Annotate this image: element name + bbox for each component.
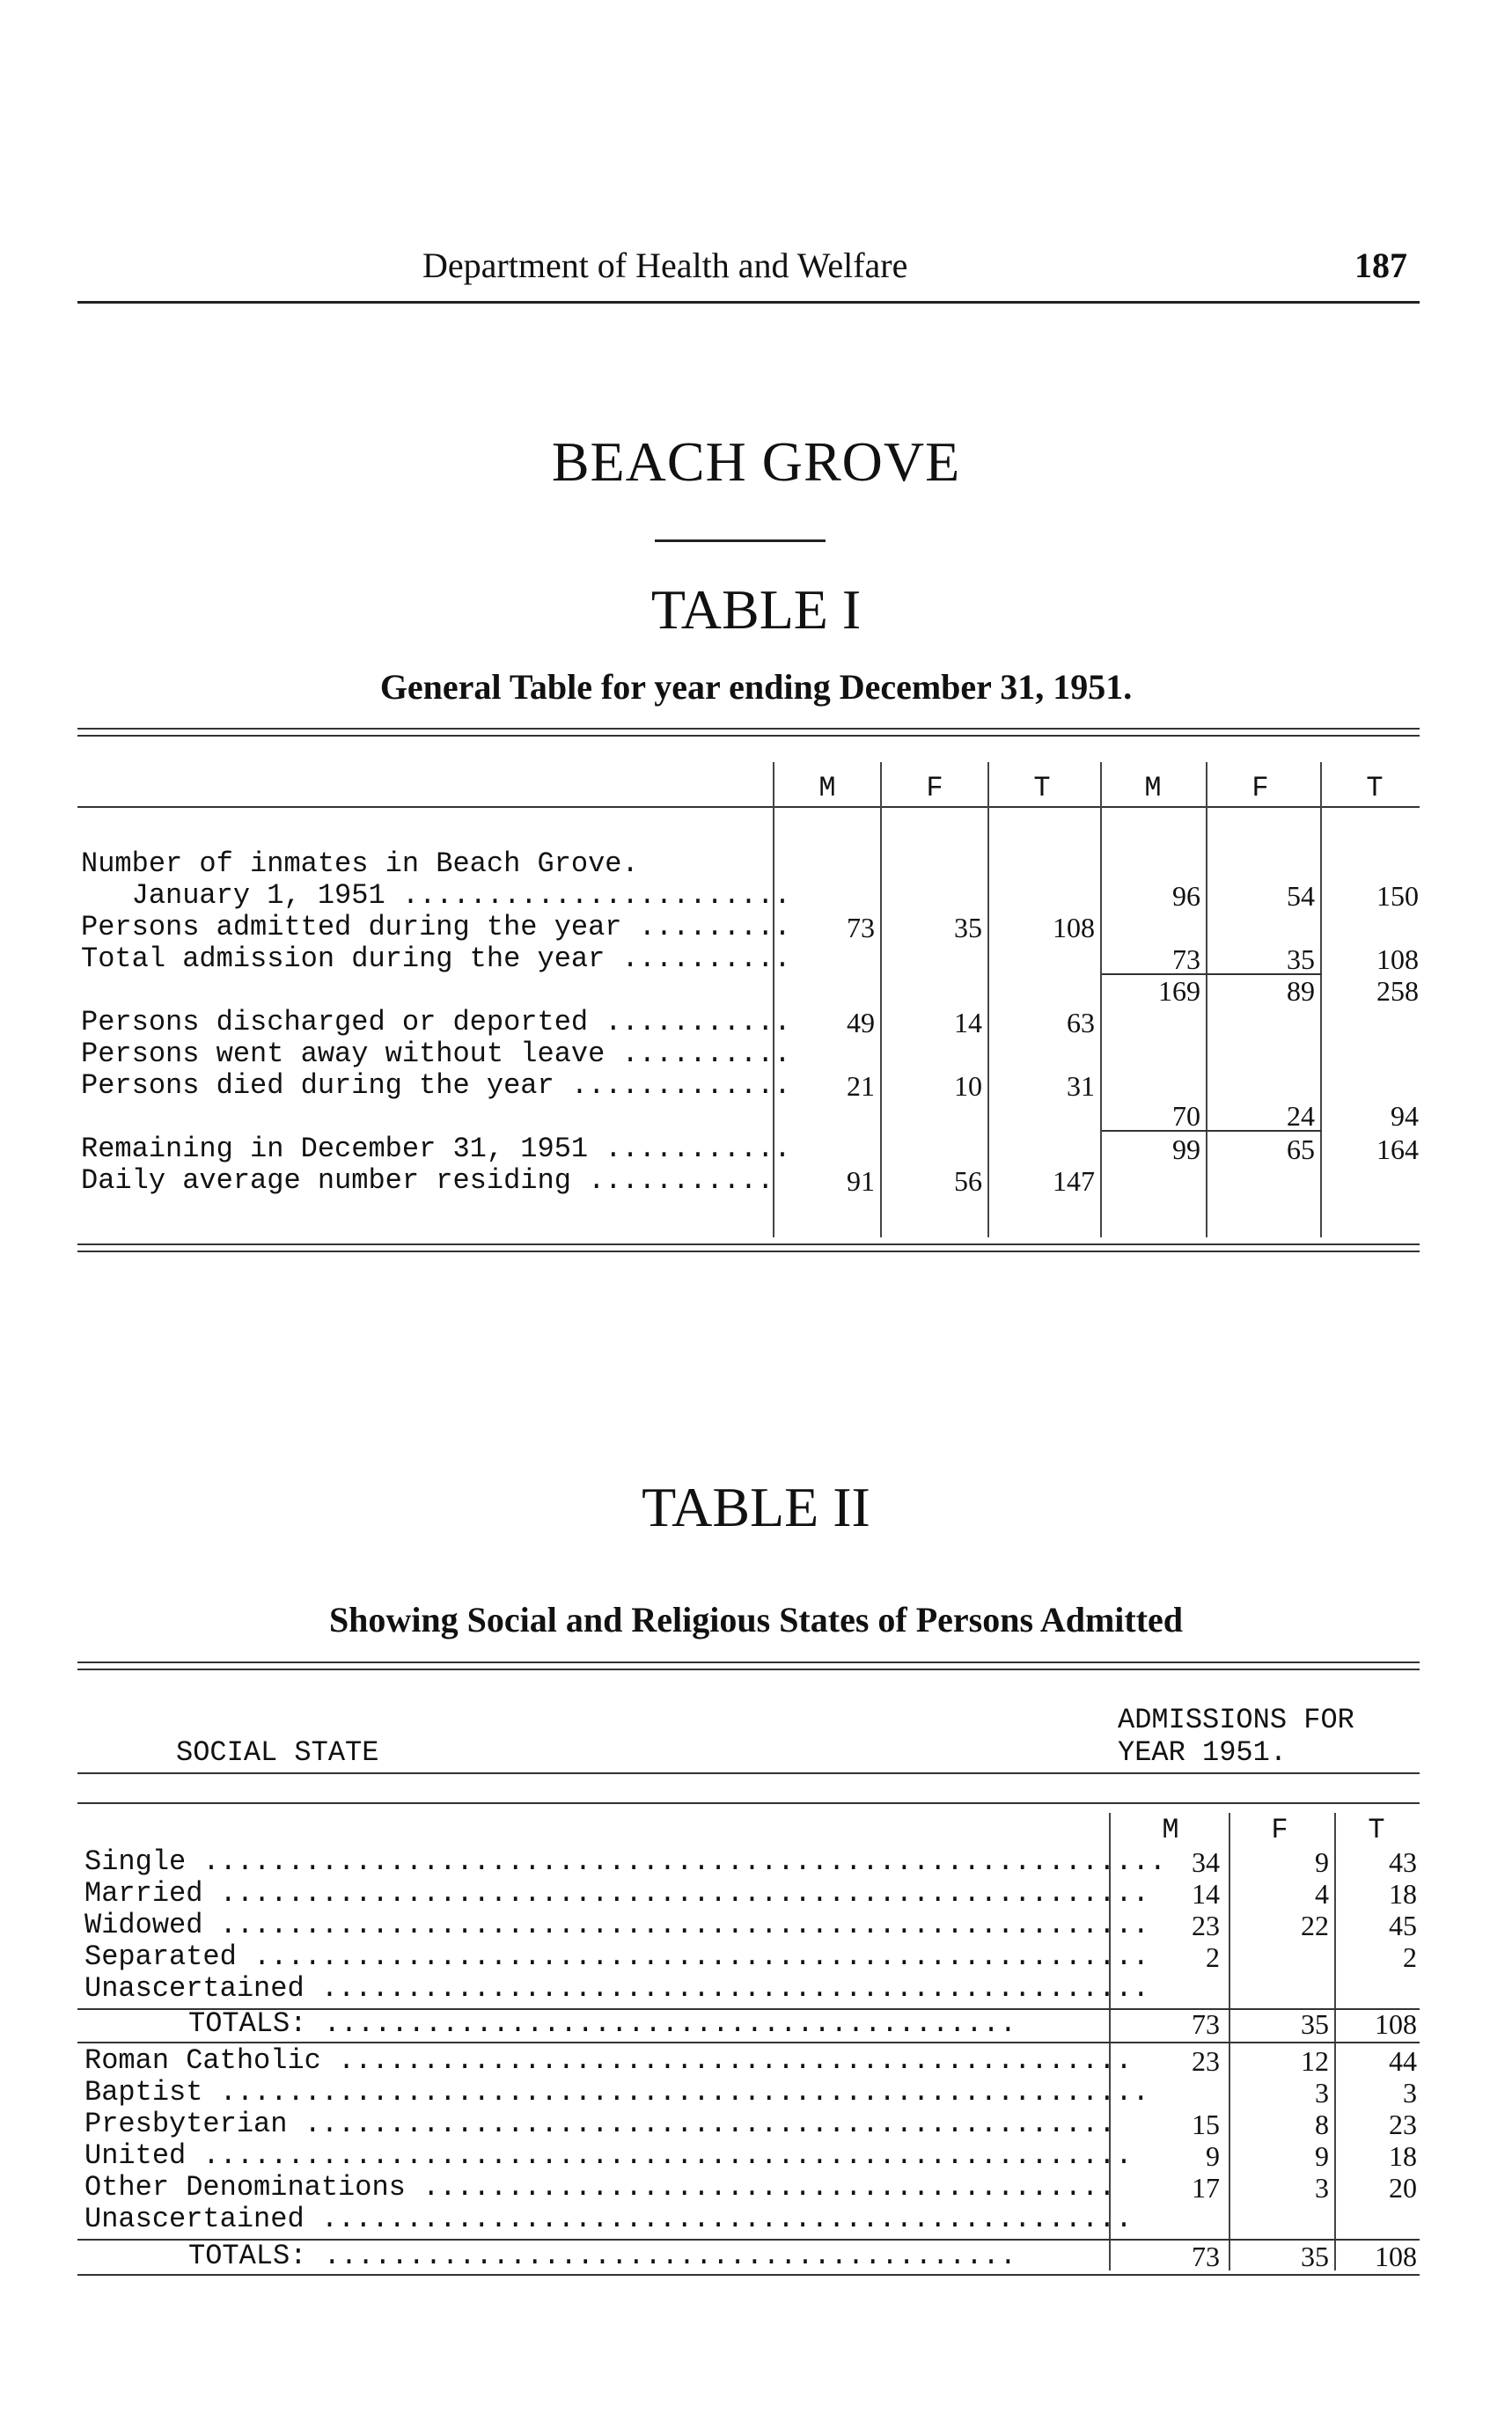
- row-label: Daily average number residing ...........: [81, 1164, 774, 1197]
- cell: 23: [1389, 2109, 1417, 2140]
- admissions-header: ADMISSIONS FOR: [1118, 1704, 1354, 1736]
- cell: 43: [1389, 1846, 1417, 1878]
- table1-top-rule: [77, 728, 1420, 737]
- social-row-label: Separated .....................................................: [84, 1940, 1149, 1973]
- religion-row-label: Other Denominations .........................................: [84, 2171, 1116, 2204]
- religion-row-label: Baptist .......................................................: [84, 2076, 1149, 2109]
- cell: 108: [1376, 943, 1419, 975]
- cell: 21: [847, 1070, 875, 1102]
- cell: 22: [1301, 1910, 1329, 1941]
- cell: 20: [1389, 2172, 1417, 2204]
- cell: 73: [1192, 2008, 1220, 2040]
- religion-row-label: Presbyterian ................................................: [84, 2108, 1116, 2140]
- religion-totals-label: TOTALS: .........................................: [188, 2240, 1017, 2272]
- cell: 8: [1315, 2109, 1329, 2140]
- cell: 54: [1287, 880, 1315, 912]
- cell: 65: [1287, 1133, 1315, 1165]
- cell: 99: [1172, 1133, 1200, 1165]
- main-title: BEACH GROVE: [551, 430, 961, 493]
- cell: 73: [1192, 2241, 1220, 2272]
- social-row-label: Single .........................................................: [84, 1845, 1166, 1878]
- col-header: M: [818, 772, 836, 804]
- cell: 9: [1315, 1846, 1329, 1878]
- cell: 35: [1301, 2241, 1329, 2272]
- table2-header-rule: [77, 1772, 1420, 1774]
- religion-row-label: United .......................................................: [84, 2139, 1133, 2172]
- col-header: T: [1033, 772, 1051, 804]
- cell: 4: [1315, 1878, 1329, 1910]
- col-header: T: [1368, 1814, 1385, 1846]
- col-header: F: [1251, 772, 1269, 804]
- cell: 14: [954, 1007, 982, 1038]
- cell: 12: [1301, 2045, 1329, 2077]
- totals-rule: [77, 2042, 1420, 2043]
- cell: 70: [1172, 1100, 1200, 1132]
- table2-title: TABLE II: [642, 1476, 870, 1538]
- cell: 9: [1206, 2140, 1220, 2172]
- col-header: F: [1271, 1814, 1288, 1846]
- col-header: M: [1144, 772, 1162, 804]
- col-header: T: [1366, 772, 1384, 804]
- cell: 17: [1192, 2172, 1220, 2204]
- cell: 3: [1403, 2077, 1417, 2109]
- cell: 2: [1403, 1941, 1417, 1973]
- religion-row-label: Unascertained ................................................: [84, 2203, 1133, 2235]
- cell: 96: [1172, 880, 1200, 912]
- social-state-header: SOCIAL STATE: [176, 1736, 379, 1769]
- cell: 45: [1389, 1910, 1417, 1941]
- cell: 108: [1375, 2008, 1417, 2040]
- row-label: Total admission during the year ..........: [81, 943, 791, 975]
- cell: 108: [1053, 912, 1095, 943]
- cell: 15: [1192, 2109, 1220, 2140]
- table2-subheader-rule: [77, 1802, 1420, 1804]
- cell: 49: [847, 1007, 875, 1038]
- bottom-rule: [77, 2274, 1420, 2276]
- social-row-label: Widowed .......................................................: [84, 1909, 1149, 1941]
- header-title: Department of Health and Welfare: [422, 246, 908, 285]
- cell: 147: [1053, 1165, 1095, 1197]
- title-rule: [655, 539, 826, 542]
- admissions-year-header: YEAR 1951.: [1118, 1736, 1288, 1769]
- row-label: January 1, 1951 .......................: [81, 879, 791, 912]
- cell: 91: [847, 1165, 875, 1197]
- religion-row-label: Roman Catholic ...............................................: [84, 2044, 1133, 2077]
- cell: 63: [1067, 1007, 1095, 1038]
- table1-title: TABLE I: [650, 578, 862, 641]
- cell: 23: [1192, 1910, 1220, 1941]
- cell: 14: [1192, 1878, 1220, 1910]
- page-header: [77, 245, 1420, 304]
- table1-header-rule: [77, 806, 1420, 808]
- page-number: 187: [1354, 246, 1407, 285]
- table2-top-rule: [77, 1661, 1420, 1670]
- cell: 18: [1389, 1878, 1417, 1910]
- cell: 35: [954, 912, 982, 943]
- cell: 10: [954, 1070, 982, 1102]
- cell: 108: [1375, 2241, 1417, 2272]
- cell: 73: [1172, 943, 1200, 975]
- row-label: Persons discharged or deported ...........: [81, 1006, 791, 1038]
- cell: 89: [1287, 975, 1315, 1007]
- row-label: Number of inmates in Beach Grove.: [81, 847, 639, 880]
- cell: 3: [1315, 2172, 1329, 2204]
- cell: 18: [1389, 2140, 1417, 2172]
- cell: 35: [1301, 2008, 1329, 2040]
- social-row-label: Married .......................................................: [84, 1877, 1149, 1910]
- cell: 164: [1376, 1133, 1419, 1165]
- cell: 24: [1287, 1100, 1315, 1132]
- cell: 34: [1192, 1846, 1220, 1878]
- table1-bottom-rule: [77, 1243, 1420, 1252]
- cell: 23: [1192, 2045, 1220, 2077]
- cell: 258: [1376, 975, 1419, 1007]
- row-label: Persons died during the year .............: [81, 1069, 791, 1102]
- cell: 31: [1067, 1070, 1095, 1102]
- table1-subtitle: General Table for year ending December 31, 1951.: [379, 667, 1133, 707]
- cell: 3: [1315, 2077, 1329, 2109]
- social-row-label: Unascertained .................................................: [84, 1972, 1149, 2005]
- table2-subtitle: Showing Social and Religious States of Persons Admitted: [328, 1600, 1184, 1639]
- social-totals-label: TOTALS: .........................................: [188, 2007, 1017, 2040]
- row-label: Persons went away without leave ..........: [81, 1038, 791, 1070]
- cell: 169: [1158, 975, 1200, 1007]
- cell: 150: [1376, 880, 1419, 912]
- col-header: F: [926, 772, 943, 804]
- row-label: Remaining in December 31, 1951 ...........: [81, 1133, 791, 1165]
- cell: 2: [1206, 1941, 1220, 1973]
- cell: 56: [954, 1165, 982, 1197]
- cell: 44: [1389, 2045, 1417, 2077]
- cell: 9: [1315, 2140, 1329, 2172]
- cell: 73: [847, 912, 875, 943]
- cell: 35: [1287, 943, 1315, 975]
- cell: 94: [1391, 1100, 1419, 1132]
- col-header: M: [1162, 1814, 1179, 1846]
- row-label: Persons admitted during the year .........: [81, 911, 791, 943]
